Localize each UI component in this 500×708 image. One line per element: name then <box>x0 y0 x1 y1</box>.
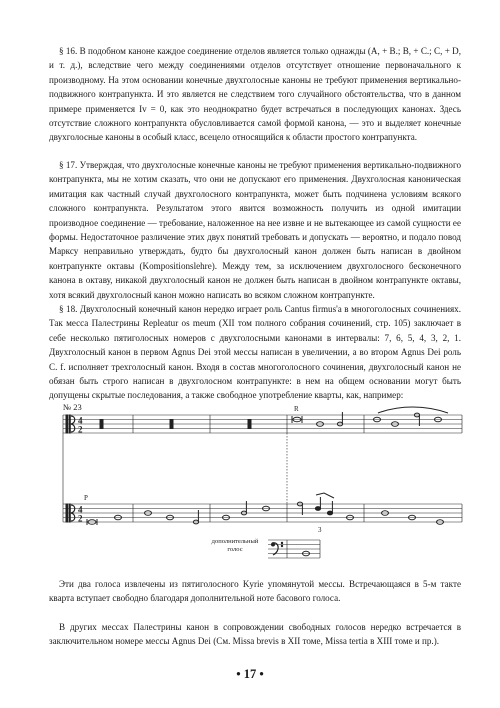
time-sig-bottom: 2 <box>78 424 83 435</box>
upper-staff <box>63 415 462 433</box>
quarter-note <box>327 501 332 515</box>
tie-slur <box>378 407 448 413</box>
lower-notes <box>87 493 444 525</box>
lower-staff <box>63 504 462 522</box>
breve-rest <box>170 420 173 429</box>
paragraph-17: § 17. Утверждая, что двухголосные конечные каноны не требуют применения вертикально-подвижного контрапункта, мы не хотим сказать, что они не допускают его применения. Двухголосная каноническая имитация как частный случай двухголосного контрапункта, может быть подчинена условиям всякого сложного контрапункта. Результатом этого явится возможность получить из одной имитации производное соединение — требование, наложенное на нее извне и не вытекающее из самой сущности ее формы. Недостаточное различение этих двух понятий требовать и допускать — вероятно, и подало повод Марксу неправильно утверждать, будто бы двухголосный канон должен быть написан в двойном контрапункте октавы (Kompositionslehre). Между тем, за исключением двухголосного бесконечного канона в октаву, никакой двухголосный канон не должен быть написан в двойном контрапункте октавы, хотя всякий двухголосный канон можно написать во всяком сложном контрапункте. <box>49 160 461 300</box>
paragraph-20: В других мессах Палестрины канон в сопровождении свободных голосов нередко встречается в заключительном номере мессы Agnus Dei (См. Missa brevis в XII томе, Missa tertia в XIII томе и пр.). <box>49 622 461 647</box>
triplet-bracket <box>316 493 334 498</box>
paragraph-19: Эти два голоса извлечены из пятиголосного Kyrie упомянутой мессы. Встречающаяся в 5-м такте кварта вступает свободно благодаря дополнительной ноте басового голоса. <box>49 579 461 604</box>
breve-rest <box>248 420 251 429</box>
time-sig-top: 4 <box>78 504 83 515</box>
example-number: № 23 <box>63 402 82 412</box>
breve-rest <box>100 420 103 429</box>
upper-notes <box>100 407 448 429</box>
page-number: • 17 • <box>236 667 264 681</box>
paragraph-16: § 16. В подобном каноне каждое соединение отделов является только однажды (А, + В.; В, + С.; С, + D, и т. д.), вследствие чего между соединениями отделов отсутствует отношение первоначального к производному. На этом основании конечные двухголосные каноны не требуют применения вертикально-подвижного контрапункта. И это является не следствием того случайного обстоятельства, что в данном примере применяется Iv = 0, как это неоднократно будет встречаться в последующих канонах. Здесь отсутствие сложного контрапункта обусловливается самой формой канона, — это и выделяет конечные двухголосные каноны в особый класс, всецело относящийся к области простого контрапункта. <box>49 46 461 143</box>
barlines <box>63 415 462 558</box>
extra-voice-label: дополнительный голос <box>211 538 259 553</box>
canon-mark-r: R <box>294 405 299 413</box>
canon-mark-p: P <box>84 494 88 502</box>
triplet-mark: 3 <box>318 526 322 534</box>
time-sig-top: 4 <box>78 415 83 426</box>
time-sig-bottom: 2 <box>78 513 83 524</box>
paragraph-18: § 18. Двухголосный конечный канон нередко играет роль Cantus firmus'а в многоголосных сочинениях. Так месса Палестрины Repleatur os meum (XII том полного собрания сочинений, стр. 105) заключает в себе несколько пятиголосных номеров с двухголосными канонами в интервалы: 7, 6, 5, 4, 3, 2, 1. Двухголосный канон в первом Agnus Dei этой мессы написан в увеличении, а во втором Agnus Dei роль C. f. исполняет трехголосный канон. Входя в состав многоголосного сочинения, двухголосный канон не обязан быть строго написан в двухголосном контрапункте: в нем на общем основании могут быть допущены скрытые последования, а также свободное употребление кварты, как, например: <box>49 304 461 401</box>
